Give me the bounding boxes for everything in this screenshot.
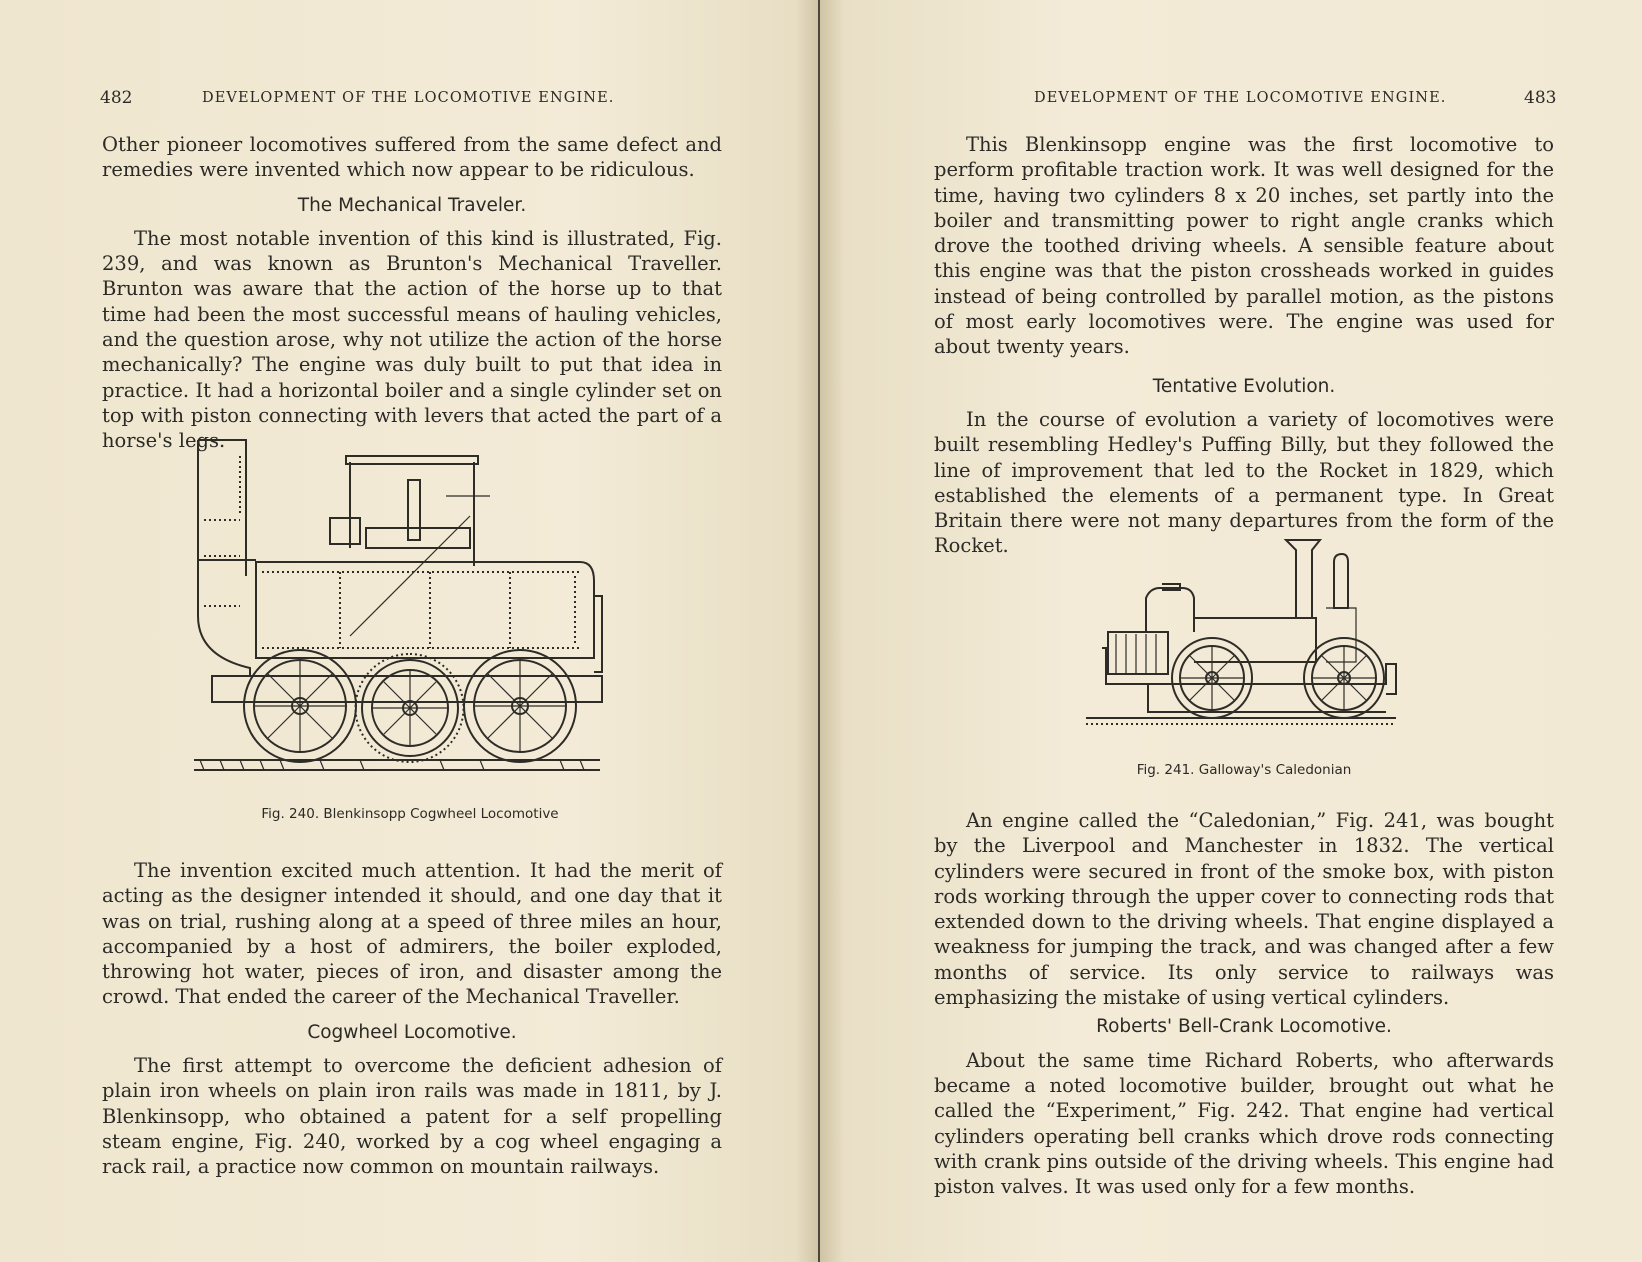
figure-caption-240: Fig. 240. Blenkinsopp Cogwheel Locomotive (261, 806, 559, 822)
heading-roberts-bell-crank: Roberts' Bell-Crank Locomotive. (1096, 1016, 1392, 1038)
text-column-top-right (934, 132, 1554, 559)
running-head-title-left: DEVELOPMENT OF THE LOCOMOTIVE ENGINE. (202, 90, 615, 106)
page-483 (820, 0, 1642, 1262)
text-column-bottom-right (934, 808, 1554, 1199)
caledonian-locomotive-illustration (1086, 534, 1426, 754)
page-482 (0, 0, 820, 1262)
paragraph-invention: The invention excited much attention. It had the merit of acting as the designer intended it should, and one day that it was on trial, rushing along at a speed of three miles an hour, accompanied by a host of admirers, the boiler exploded, throwing hot water, pieces of iron, and disaster among the crowd. That ended the career of the Mechanical Traveller. (102, 859, 722, 1009)
paragraph-caledonian: An engine called the “Caledonian,” Fig. 241, was bought by the Liverpool and Manchester in 1832. The vertical cylinders were secured in front of the smoke box, with piston rods working through the upper cover to connecting rods that extended down to the driving wheels. That engine displayed a weakness for jumping the track, and was changed after a few months of service. Its only service to railways was emphasizing the mistake of using vertical cylinders. (934, 809, 1554, 1010)
paragraph-roberts: About the same time Richard Roberts, who afterwards became a noted locomotive builder, brought out what he called the “Experiment,” Fig. 242. That engine had vertical cylinders operating bell cranks which drove rods connecting with crank pins outside of the driving wheels. This engine had piston valves. It was used only for a few months. (934, 1048, 1554, 1199)
running-head-title-right: DEVELOPMENT OF THE LOCOMOTIVE ENGINE. (1034, 90, 1447, 106)
figure-caption-241: Fig. 241. Galloway's Caledonian (1136, 762, 1352, 778)
paragraph-traveler: The most notable invention of this kind is illustrated, Fig. 239, and was known as Brunton's Mechanical Traveller. Brunton was aware that the action of the horse up to that time had been the most successful means of hauling vehicles, and the question arose, why not utilize the action of the horse mechanically? The engine was duly built to put that idea in practice. It had a horizontal boiler and a single cylinder set on top with piston connecting with levers that acted the part of a horse's legs. (102, 226, 722, 453)
heading-tentative-evolution: Tentative Evolution. (1152, 375, 1336, 397)
blenkinsopp-locomotive-illustration (190, 436, 630, 796)
paragraph-intro: Other pioneer locomotives suffered from the same defect and remedies were invented which now appear to be ridiculous. (102, 133, 722, 182)
page-number-right: 483 (1524, 88, 1557, 108)
text-column-top-left (102, 132, 722, 454)
page-number-left: 482 (100, 88, 133, 108)
text-column-bottom-left (102, 858, 722, 1180)
heading-mechanical-traveler: The Mechanical Traveler. (297, 194, 527, 216)
paragraph-blenkinsopp: This Blenkinsopp engine was the first locomotive to perform profitable traction work. It was well designed for the time, having two cylinders 8 x 20 inches, set partly into the boiler and transmitting power to right angle cranks which drove the toothed driving wheels. A sensible feature about this engine was that the piston crossheads worked in guides instead of being controlled by parallel motion, as the pistons of most early locomotives were. The engine was used for about twenty years. (934, 133, 1554, 359)
paragraph-tentative: In the course of evolution a variety of locomotives were built resembling Hedley's Puffing Billy, but they followed the line of improvement that led to the Rocket in 1829, which established the elements of a permanent type. In Great Britain there were not many departures from the form of the Rocket. (934, 407, 1554, 558)
heading-cogwheel-locomotive: Cogwheel Locomotive. (307, 1021, 517, 1043)
paragraph-cogwheel: The first attempt to overcome the deficient adhesion of plain iron wheels on plain iron rails was made in 1811, by J. Blenkinsopp, who obtained a patent for a self propelling steam engine, Fig. 240, worked by a cog wheel engaging a rack rail, a practice now common on mountain railways. (102, 1054, 722, 1179)
